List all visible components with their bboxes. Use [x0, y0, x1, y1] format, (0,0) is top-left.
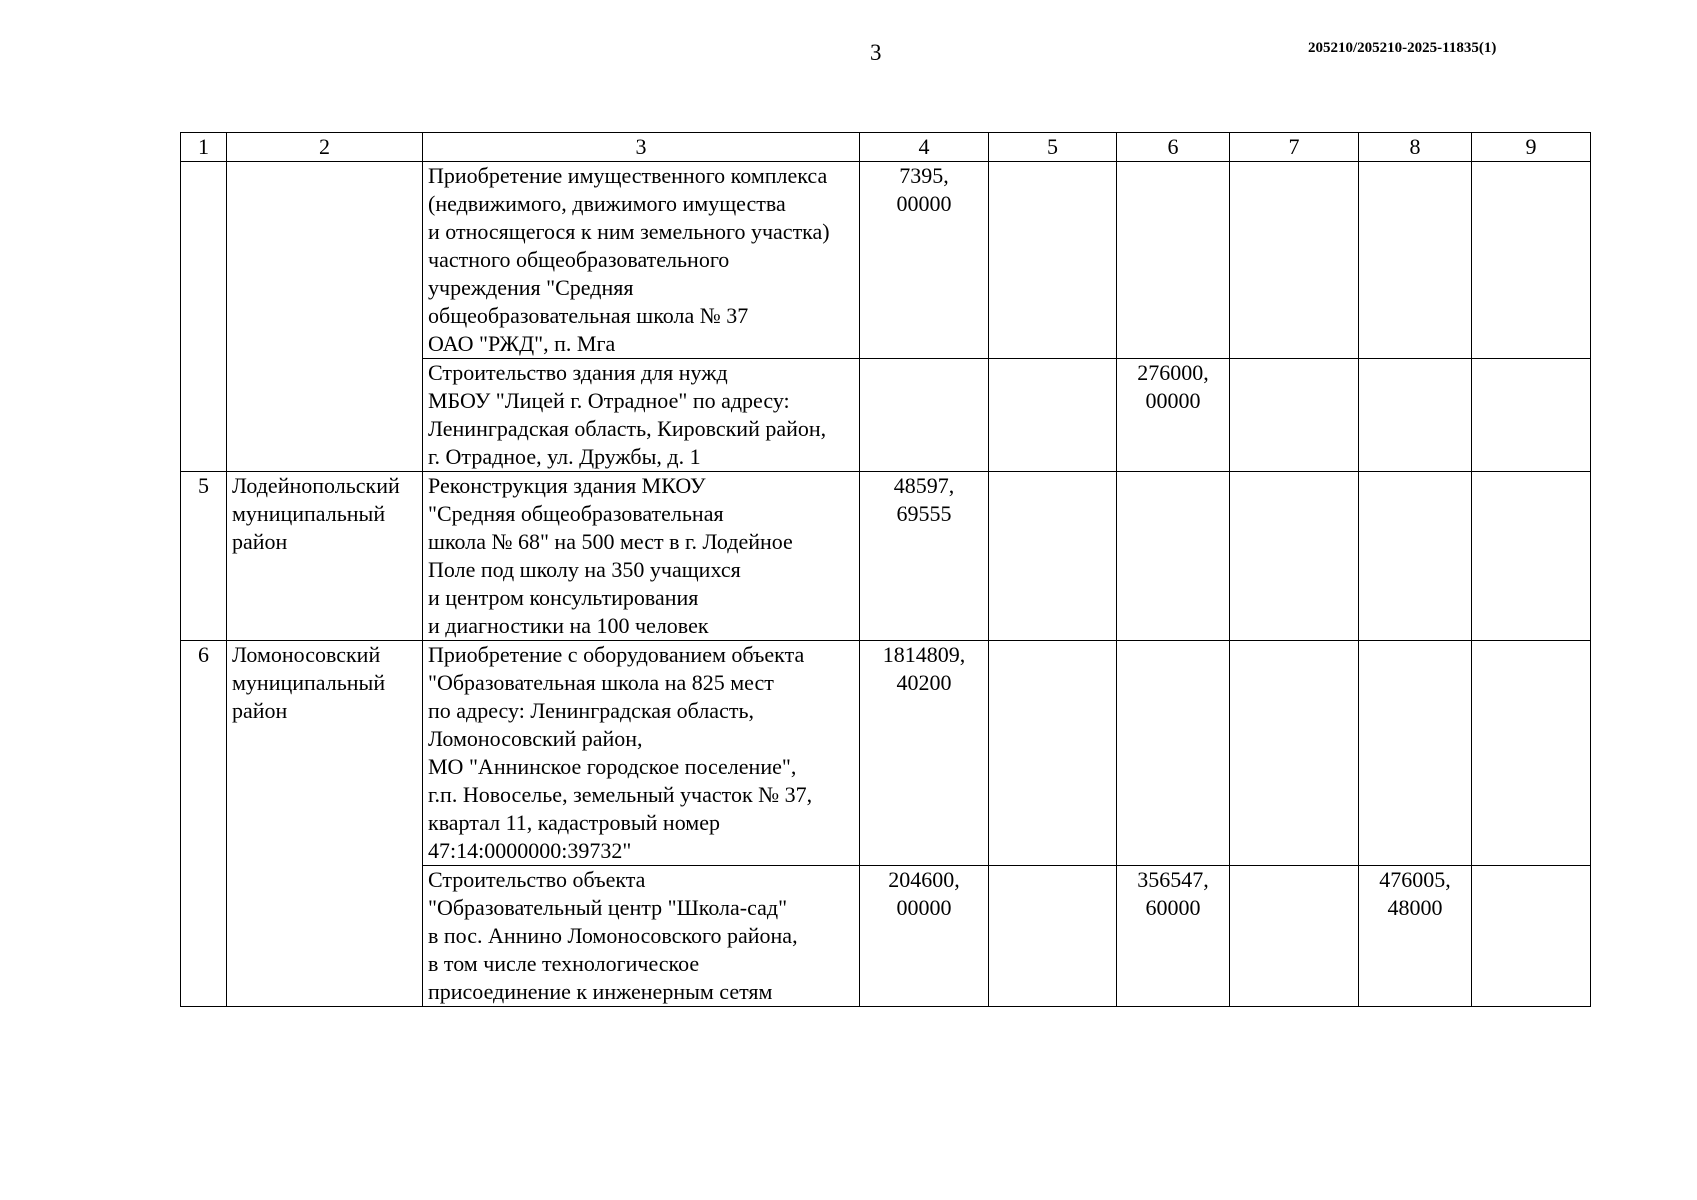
- value-cell-col9: [1472, 162, 1591, 359]
- value-cell-col9: [1472, 472, 1591, 641]
- value-cell-col6: 356547, 60000: [1117, 866, 1230, 1007]
- value-cell-col7: [1230, 641, 1359, 866]
- column-header: 9: [1472, 133, 1591, 162]
- value-cell-col7: [1230, 866, 1359, 1007]
- value-cell-col4: 7395, 00000: [860, 162, 989, 359]
- value-cell-col7: [1230, 472, 1359, 641]
- value-cell-col5: [989, 866, 1117, 1007]
- value-cell-col5: [989, 359, 1117, 472]
- description-cell: Строительство здания для нужд МБОУ "Лицей г. Отрадное" по адресу: Ленинградская область, Кировский район, г. Отрадное, ул. Дружбы, д. 1: [423, 359, 860, 472]
- value-cell-col6: 276000, 00000: [1117, 359, 1230, 472]
- document-id: 205210/205210-2025-11835(1): [1308, 40, 1497, 56]
- value-cell-col6: [1117, 162, 1230, 359]
- value-cell-col8: [1359, 641, 1472, 866]
- column-header: 1: [181, 133, 227, 162]
- value-cell-col8: [1359, 472, 1472, 641]
- value-cell-col8: 476005, 48000: [1359, 866, 1472, 1007]
- value-cell-col6: [1117, 472, 1230, 641]
- district-cell: [227, 162, 423, 472]
- description-cell: Приобретение с оборудованием объекта "Образовательная школа на 825 мест по адресу: Ленинградская область, Ломоносовский район, МО "Аннинское городское поселение", г.п. Новоселье, земельный участок № 37, квартал 11, кадастровый номер 47:14:0000000:39732": [423, 641, 860, 866]
- value-cell-col5: [989, 472, 1117, 641]
- value-cell-col4: 1814809, 40200: [860, 641, 989, 866]
- description-cell: Строительство объекта "Образовательный центр "Школа-сад" в пос. Аннино Ломоносовского района, в том числе технологическое присоединение к инженерным сетям: [423, 866, 860, 1007]
- value-cell-col9: [1472, 866, 1591, 1007]
- column-header: 7: [1230, 133, 1359, 162]
- value-cell-col9: [1472, 359, 1591, 472]
- description-cell: Приобретение имущественного комплекса (недвижимого, движимого имущества и относящегося к ним земельного участка) частного общеобразовательного учреждения "Средняя общеобразовательная школа № 37 ОАО "РЖД", п. Мга: [423, 162, 860, 359]
- value-cell-col5: [989, 641, 1117, 866]
- page-number: 3: [870, 40, 882, 65]
- row-number-cell: 5: [181, 472, 227, 641]
- table-header-row: [181, 133, 1591, 162]
- value-cell-col5: [989, 162, 1117, 359]
- value-cell-col8: [1359, 359, 1472, 472]
- value-cell-col8: [1359, 162, 1472, 359]
- table-row: [181, 641, 1591, 866]
- table-row: [181, 162, 1591, 359]
- data-table: [180, 132, 1591, 1007]
- value-cell-col4: [860, 359, 989, 472]
- description-cell: Реконструкция здания МКОУ "Средняя общеобразовательная школа № 68" на 500 мест в г. Лодейное Поле под школу на 350 учащихся и центром консультирования и диагностики на 100 человек: [423, 472, 860, 641]
- value-cell-col4: 48597, 69555: [860, 472, 989, 641]
- value-cell-col6: [1117, 641, 1230, 866]
- district-cell: Лодейнопольский муниципальный район: [227, 472, 423, 641]
- value-cell-col7: [1230, 162, 1359, 359]
- row-number-cell: 6: [181, 641, 227, 1007]
- value-cell-col4: 204600, 00000: [860, 866, 989, 1007]
- value-cell-col9: [1472, 641, 1591, 866]
- row-number-cell: [181, 162, 227, 472]
- table-row: [181, 472, 1591, 641]
- column-header: 6: [1117, 133, 1230, 162]
- column-header: 8: [1359, 133, 1472, 162]
- column-header: 5: [989, 133, 1117, 162]
- value-cell-col7: [1230, 359, 1359, 472]
- column-header: 3: [423, 133, 860, 162]
- column-header: 2: [227, 133, 423, 162]
- column-header: 4: [860, 133, 989, 162]
- district-cell: Ломоносовский муниципальный район: [227, 641, 423, 1007]
